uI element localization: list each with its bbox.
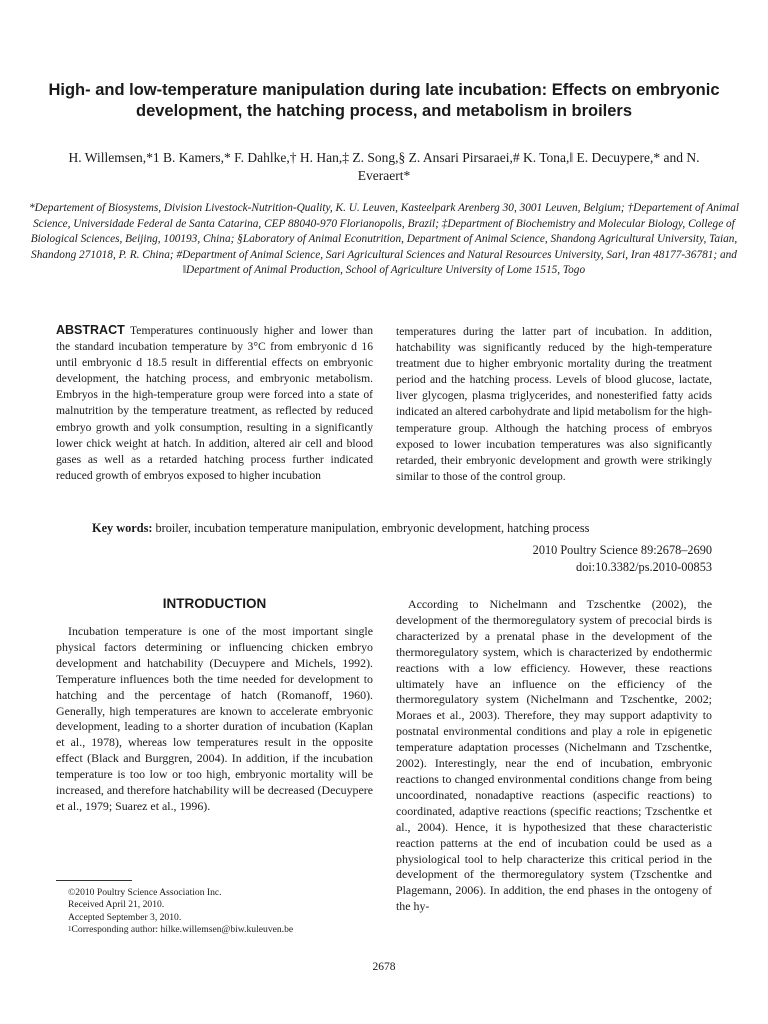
abstract-text-left: Temperatures continuously higher and lower than the standard incubation temperature by 3°C from embryonic d 16 until embryonic d 18.5 result in differential effects on embryonic development, the hatching process, and embryonic metabolism. Embryos in the high-temperature group were forced into a state of malnutrition by the temperature treatment, as reflected by reduced embryo growth and yolk consumption, resulting in a significantly lower chick weight at hatch. In addition, altered air cell and blood gases as well as a retarded hatching process further indicated reduced growth of embryos exposed to higher incubation [56, 324, 373, 482]
doi: doi:10.3382/ps.2010-00853 [576, 559, 712, 574]
keywords [56, 520, 716, 536]
copyright-note: ©2010 Poultry Science Association Inc. [68, 887, 222, 898]
introduction-heading: INTRODUCTION [162, 596, 267, 611]
abstract-left-column [56, 322, 373, 484]
received-date: Received April 21, 2010. [68, 899, 165, 911]
citation-block [533, 542, 712, 575]
introduction-left-column: Incubation temperature is one of the most important single physical factors determining or influencing chicken embryo development and hatchability (Decuypere and Michels, 1992). Temperature influences both the time needed for development to hatching and the percentage of hatch (Romanoff, 1960). Generally, high temperatures are known to accelerate embryonic development, leading to a shorter duration of incubation (Kaplan et al., 1978), whereas low temperatures result in the opposite effect (Black and Burggren, 2004). In addition, if the incubation temperature is too low or too high, embryonic mortality will be increased, and therefore hatchability will be decreased (Decuypere et al., 1979; Suarez et al., 1996). [56, 624, 373, 813]
abstract-text-right: temperatures during the latter part of incubation. In addition, hatchability was significantly reduced by the high-temperature treatment due to higher embryonic mortality during the treatment period and the hatching process. Levels of blood glucose, lactate, liver glycogen, plasma triglycerides, and nonesterified fatty acids indicated an altered carbohydrate and lipid metabolism for the high-temperature group. Although the hatching process of embryos exposed to lower incubation temperatures was also significantly retarded, their embryonic development and growth were strikingly similar to those of the control group. [396, 325, 712, 483]
corresponding-author [68, 924, 368, 936]
affiliations: *Departement of Biosystems, Division Livestock-Nutrition-Quality, K. U. Leuven, Kasteelpark Arenberg 30, 3001 Leuven, Belgium; †Departement of Animal Science, Universidade Federal de Santa Catarina, CEP 88040-970 Florianopolis, Brazil; ‡Department of Biochemistry and Molecular Biology, College of Biological Sciences, Beijing, 100193, China; §Laboratory of Animal Econutrition, Department of Animal Science, Shandong Agricultural University, Taian, Shandong 271018, P. R. China; #Department of Animal Science, Sari Agricultural Sciences and Natural Resources University, Sari, Iran 48177-36781; and ‖Department of Animal Production, School of Agriculture University of Lome 1515, Togo [28, 202, 740, 277]
introduction-right-column: According to Nichelmann and Tzschentke (2002), the development of the thermoregulatory system of precocial birds is characterized by a prenatal phase in the development of the thermoregulatory system, which is characterized by endothermic reactions with a low efficiency. However, these reactions ultimately have an influence on the efficiency of the thermoregulatory system (Nichelmann and Tzschentke, 2002; Moraes et al., 2003). Therefore, they may support adaptivity to postnatal environmental conditions and play a role in epigenetic temperature adaptation processes (Nichelmann and Tzschentke, 2002). Interestingly, near the end of incubation, embryonic reactions to changed environmental conditions change from being uncoordinated, nonadaptive reactions (aspecific reactions) to coordinated, adaptive reactions (specific reactions; Tzschentke et al., 2004). Hence, it is hypothesized that these characteristic reaction patterns at the end of incubation could be used as a physiological tool to help characterize this critical period in the development of the thermoregulatory system (Tzschentke and Plagemann, 2006). In addition, the end phases in the ontogeny of the hy- [396, 597, 712, 914]
footnote-divider [56, 880, 132, 881]
journal-citation: 2010 Poultry Science 89:2678–2690 [532, 543, 712, 557]
keywords-heading: Key words: [92, 521, 153, 535]
author-list: H. Willemsen,*1 B. Kamers,* F. Dahlke,† H. Han,‡ Z. Song,§ Z. Ansari Pirsaraei,# K. Tona,‖ E. Decuypere,* and N. Everaert* [68, 150, 700, 183]
article-title: High- and low-temperature manipulation during late incubation: Effects on embryonic development, the hatching process, and metabolism in broilers [48, 81, 720, 120]
accepted-date: Accepted September 3, 2010. [68, 911, 182, 923]
abstract-heading: ABSTRACT [56, 323, 125, 337]
footnote-marker: 1 [68, 925, 72, 934]
keywords-text: broiler, incubation temperature manipulation, embryonic development, hatching process [155, 521, 590, 535]
corresponding-author-text: Corresponding author: hilke.willemsen@biw.kuleuven.be [71, 924, 294, 936]
footnotes [68, 887, 368, 937]
page-number: 2678 [372, 961, 396, 973]
